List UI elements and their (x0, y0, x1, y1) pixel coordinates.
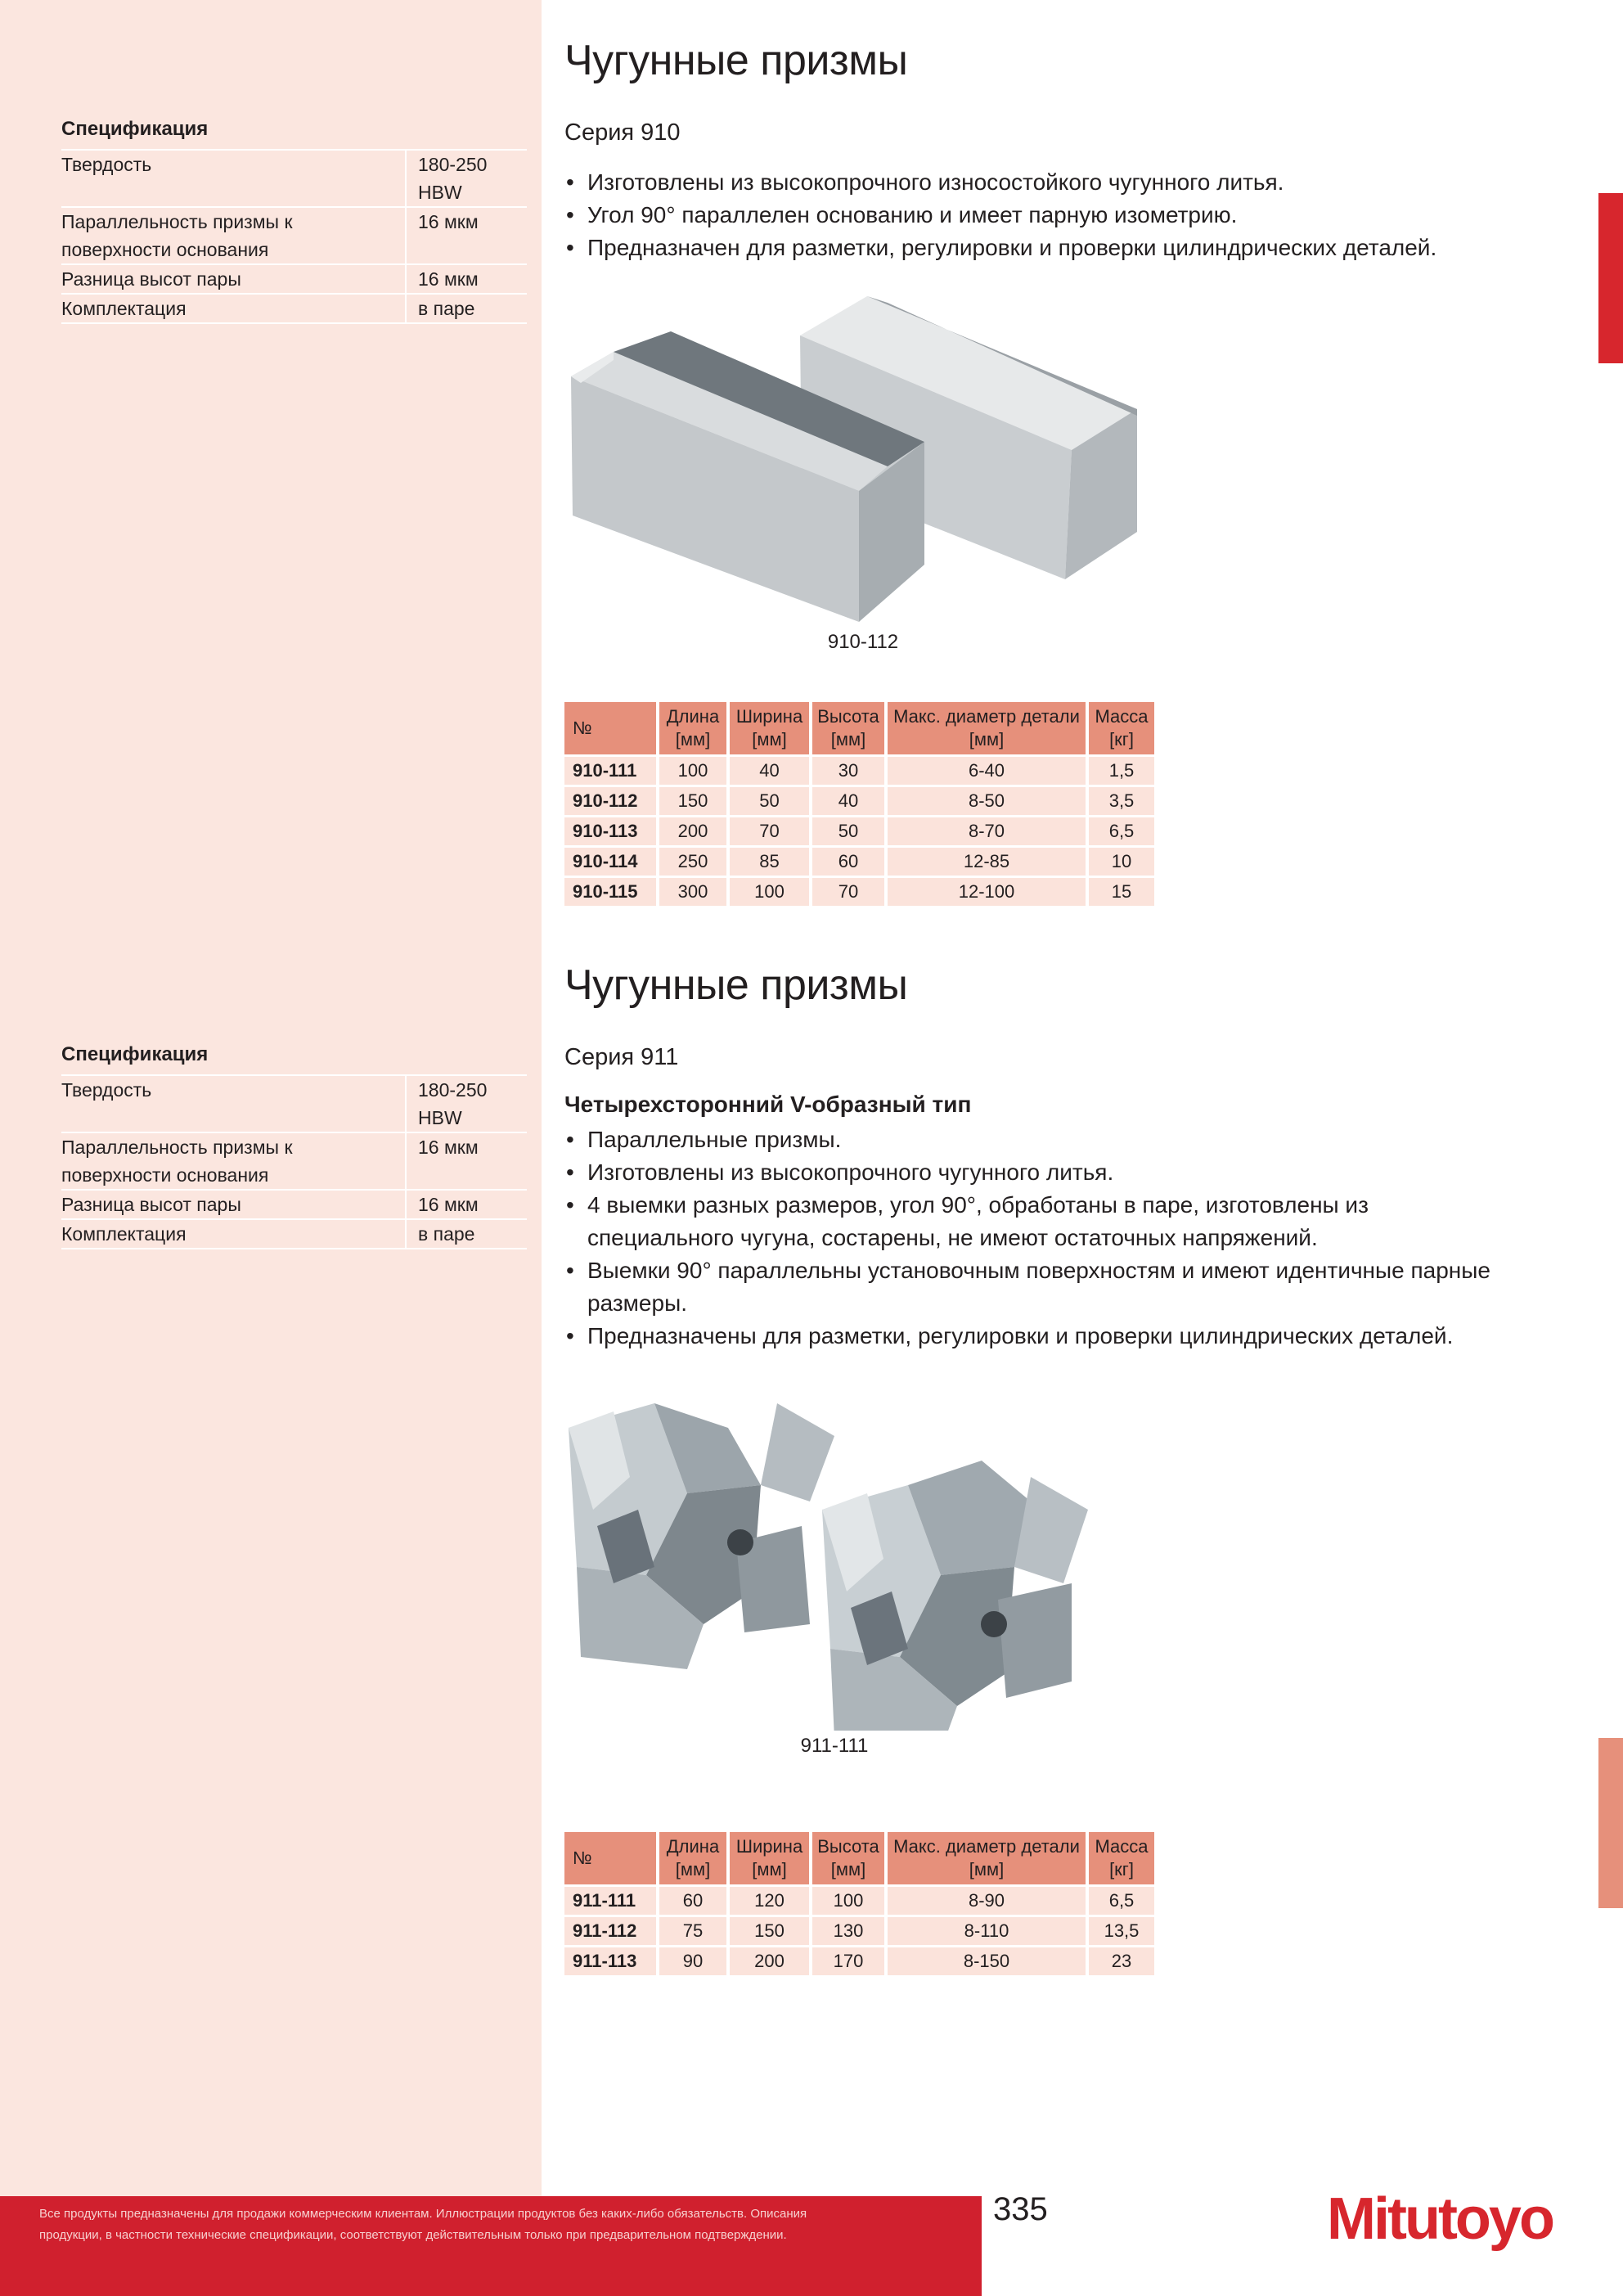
table-cell: 150 (728, 1916, 811, 1947)
table-cell: 70 (728, 817, 811, 847)
table-cell: 910-113 (564, 817, 658, 847)
table-cell: 12-85 (886, 847, 1087, 877)
table-cell: 8-90 (886, 1886, 1087, 1916)
table-cell: 75 (658, 1916, 728, 1947)
table-cell: 910-115 (564, 877, 658, 907)
product-image-911-111 (564, 1379, 1121, 1731)
spec-row (61, 1220, 527, 1249)
table-cell: 200 (658, 817, 728, 847)
bullet-item: • Предназначены для разметки, регулировки и проверки цилиндрических деталей. (564, 1320, 1513, 1353)
spec-value: 180-250 HBW (405, 151, 527, 206)
spec-row (61, 208, 527, 265)
disclaimer-line: продукции, в частности технические спецификации, соответствуют действительным только при предварительном подтверждении. (39, 2228, 787, 2242)
spec-label: Твердость (61, 154, 152, 175)
table-header: Высота [мм] (811, 702, 886, 756)
spec-value: 16 мкм (405, 265, 527, 293)
product-image-910-112 (564, 286, 1186, 630)
table-cell: 911-112 (564, 1916, 658, 1947)
table-cell: 40 (811, 786, 886, 817)
table-header: Ширина [мм] (728, 1832, 811, 1886)
spec-row (61, 1191, 527, 1220)
bullet-item: • Параллельные призмы. (564, 1123, 1513, 1156)
spec-label: Параллельность призмы к поверхности основания (61, 1137, 293, 1186)
table-cell: 911-111 (564, 1886, 658, 1916)
table-cell: 30 (811, 756, 886, 786)
table-cell: 90 (658, 1947, 728, 1976)
bullet-item: • Выемки 90° параллельны установочным поверхностям и имеют идентичные парные размеры. (564, 1254, 1513, 1320)
spec-row (61, 1133, 527, 1191)
table-header: Длина [мм] (658, 1832, 728, 1886)
table-row (564, 877, 1156, 907)
spec-value: в паре (405, 1220, 527, 1248)
table-cell: 130 (811, 1916, 886, 1947)
brand-logo: Mitutoyo (1327, 2186, 1553, 2252)
table-cell: 50 (728, 786, 811, 817)
table-cell: 60 (811, 847, 886, 877)
bullet-list-910 (564, 166, 1513, 264)
series-910: Серия 910 (564, 119, 681, 146)
table-cell: 15 (1087, 877, 1156, 907)
table-cell: 3,5 (1087, 786, 1156, 817)
image-caption-910: 910-112 (827, 631, 899, 653)
table-cell: 85 (728, 847, 811, 877)
spec-value: 16 мкм (405, 1191, 527, 1218)
spec-label: Разница высот пары (61, 268, 241, 290)
section-tab-marker (1598, 193, 1623, 363)
section-tab-marker-secondary (1598, 1738, 1623, 1908)
spec-title: Спецификация (61, 118, 209, 140)
table-cell: 100 (658, 756, 728, 786)
table-header: № (564, 702, 658, 756)
table-cell: 200 (728, 1947, 811, 1976)
bullet-item: • 4 выемки разных размеров, угол 90°, обработаны в паре, изготовлены из специального чугуна, состарены, не имеют остаточных напряжений. (564, 1189, 1513, 1254)
table-header-row (564, 702, 1156, 756)
table-cell: 10 (1087, 847, 1156, 877)
spec-label: Комплектация (61, 1223, 187, 1245)
table-cell: 300 (658, 877, 728, 907)
table-cell: 23 (1087, 1947, 1156, 1976)
bullet-item: • Изготовлены из высокопрочного износостойкого чугунного литья. (564, 166, 1513, 199)
table-cell: 12-100 (886, 877, 1087, 907)
spec-row (61, 295, 527, 324)
table-header: Масса [кг] (1087, 1832, 1156, 1886)
table-cell: 910-112 (564, 786, 658, 817)
table-row (564, 756, 1156, 786)
spec-block-911 (61, 1043, 527, 1249)
table-cell: 8-110 (886, 1916, 1087, 1947)
table-row (564, 847, 1156, 877)
table-cell: 250 (658, 847, 728, 877)
table-row (564, 1916, 1156, 1947)
spec-row (61, 1074, 527, 1133)
table-row (564, 1947, 1156, 1976)
table-cell: 60 (658, 1886, 728, 1916)
spec-row (61, 265, 527, 295)
spec-label: Разница высот пары (61, 1194, 241, 1215)
table-cell: 50 (811, 817, 886, 847)
bullet-item: • Изготовлены из высокопрочного чугунного литья. (564, 1156, 1513, 1189)
table-cell: 6-40 (886, 756, 1087, 786)
table-cell: 6,5 (1087, 817, 1156, 847)
footer-disclaimer (39, 2204, 923, 2246)
spec-label: Твердость (61, 1079, 152, 1101)
table-cell: 1,5 (1087, 756, 1156, 786)
bullet-item: • Предназначен для разметки, регулировки и проверки цилиндрических деталей. (564, 232, 1513, 264)
table-header: Масса [кг] (1087, 702, 1156, 756)
spec-title: Спецификация (61, 1043, 209, 1065)
subheading-911: Четырехсторонний V-образный тип (564, 1092, 972, 1117)
bullet-list-911 (564, 1123, 1513, 1353)
table-cell: 150 (658, 786, 728, 817)
table-cell: 100 (811, 1886, 886, 1916)
spec-label: Параллельность призмы к поверхности основания (61, 211, 293, 260)
image-caption-911: 911-111 (800, 1735, 869, 1757)
table-cell: 170 (811, 1947, 886, 1976)
table-cell: 6,5 (1087, 1886, 1156, 1916)
table-cell: 70 (811, 877, 886, 907)
bullet-item: • Угол 90° параллелен основанию и имеет парную изометрию. (564, 199, 1513, 232)
table-header-row (564, 1832, 1156, 1886)
spec-value: в паре (405, 295, 527, 322)
spec-row (61, 149, 527, 208)
product-table-910 (564, 702, 1158, 906)
spec-value: 16 мкм (405, 208, 527, 263)
table-header: № (564, 1832, 658, 1886)
table-cell: 8-70 (886, 817, 1087, 847)
product-table-911 (564, 1832, 1158, 1975)
spec-value: 180-250 HBW (405, 1076, 527, 1132)
spec-value: 16 мкм (405, 1133, 527, 1189)
table-cell: 100 (728, 877, 811, 907)
table-row (564, 786, 1156, 817)
spec-label: Комплектация (61, 298, 187, 319)
page-number: 335 (993, 2191, 1048, 2227)
table-row (564, 817, 1156, 847)
table-cell: 8-50 (886, 786, 1087, 817)
table-header: Длина [мм] (658, 702, 728, 756)
table-cell: 911-113 (564, 1947, 658, 1976)
table-cell: 120 (728, 1886, 811, 1916)
table-cell: 910-111 (564, 756, 658, 786)
disclaimer-line: Все продукты предназначены для продажи коммерческим клиентам. Иллюстрации продуктов без каких-либо обязательств. Описания (39, 2207, 807, 2221)
table-header: Высота [мм] (811, 1832, 886, 1886)
table-cell: 40 (728, 756, 811, 786)
table-header: Макс. диаметр детали [мм] (886, 702, 1087, 756)
series-911: Серия 911 (564, 1044, 679, 1070)
table-cell: 13,5 (1087, 1916, 1156, 1947)
table-cell: 8-150 (886, 1947, 1087, 1976)
table-header: Ширина [мм] (728, 702, 811, 756)
section-title-910: Чугунные призмы (564, 37, 908, 84)
section-title-911: Чугунные призмы (564, 961, 908, 1009)
table-header: Макс. диаметр детали [мм] (886, 1832, 1087, 1886)
table-row (564, 1886, 1156, 1916)
table-cell: 910-114 (564, 847, 658, 877)
spec-block-910 (61, 118, 527, 324)
